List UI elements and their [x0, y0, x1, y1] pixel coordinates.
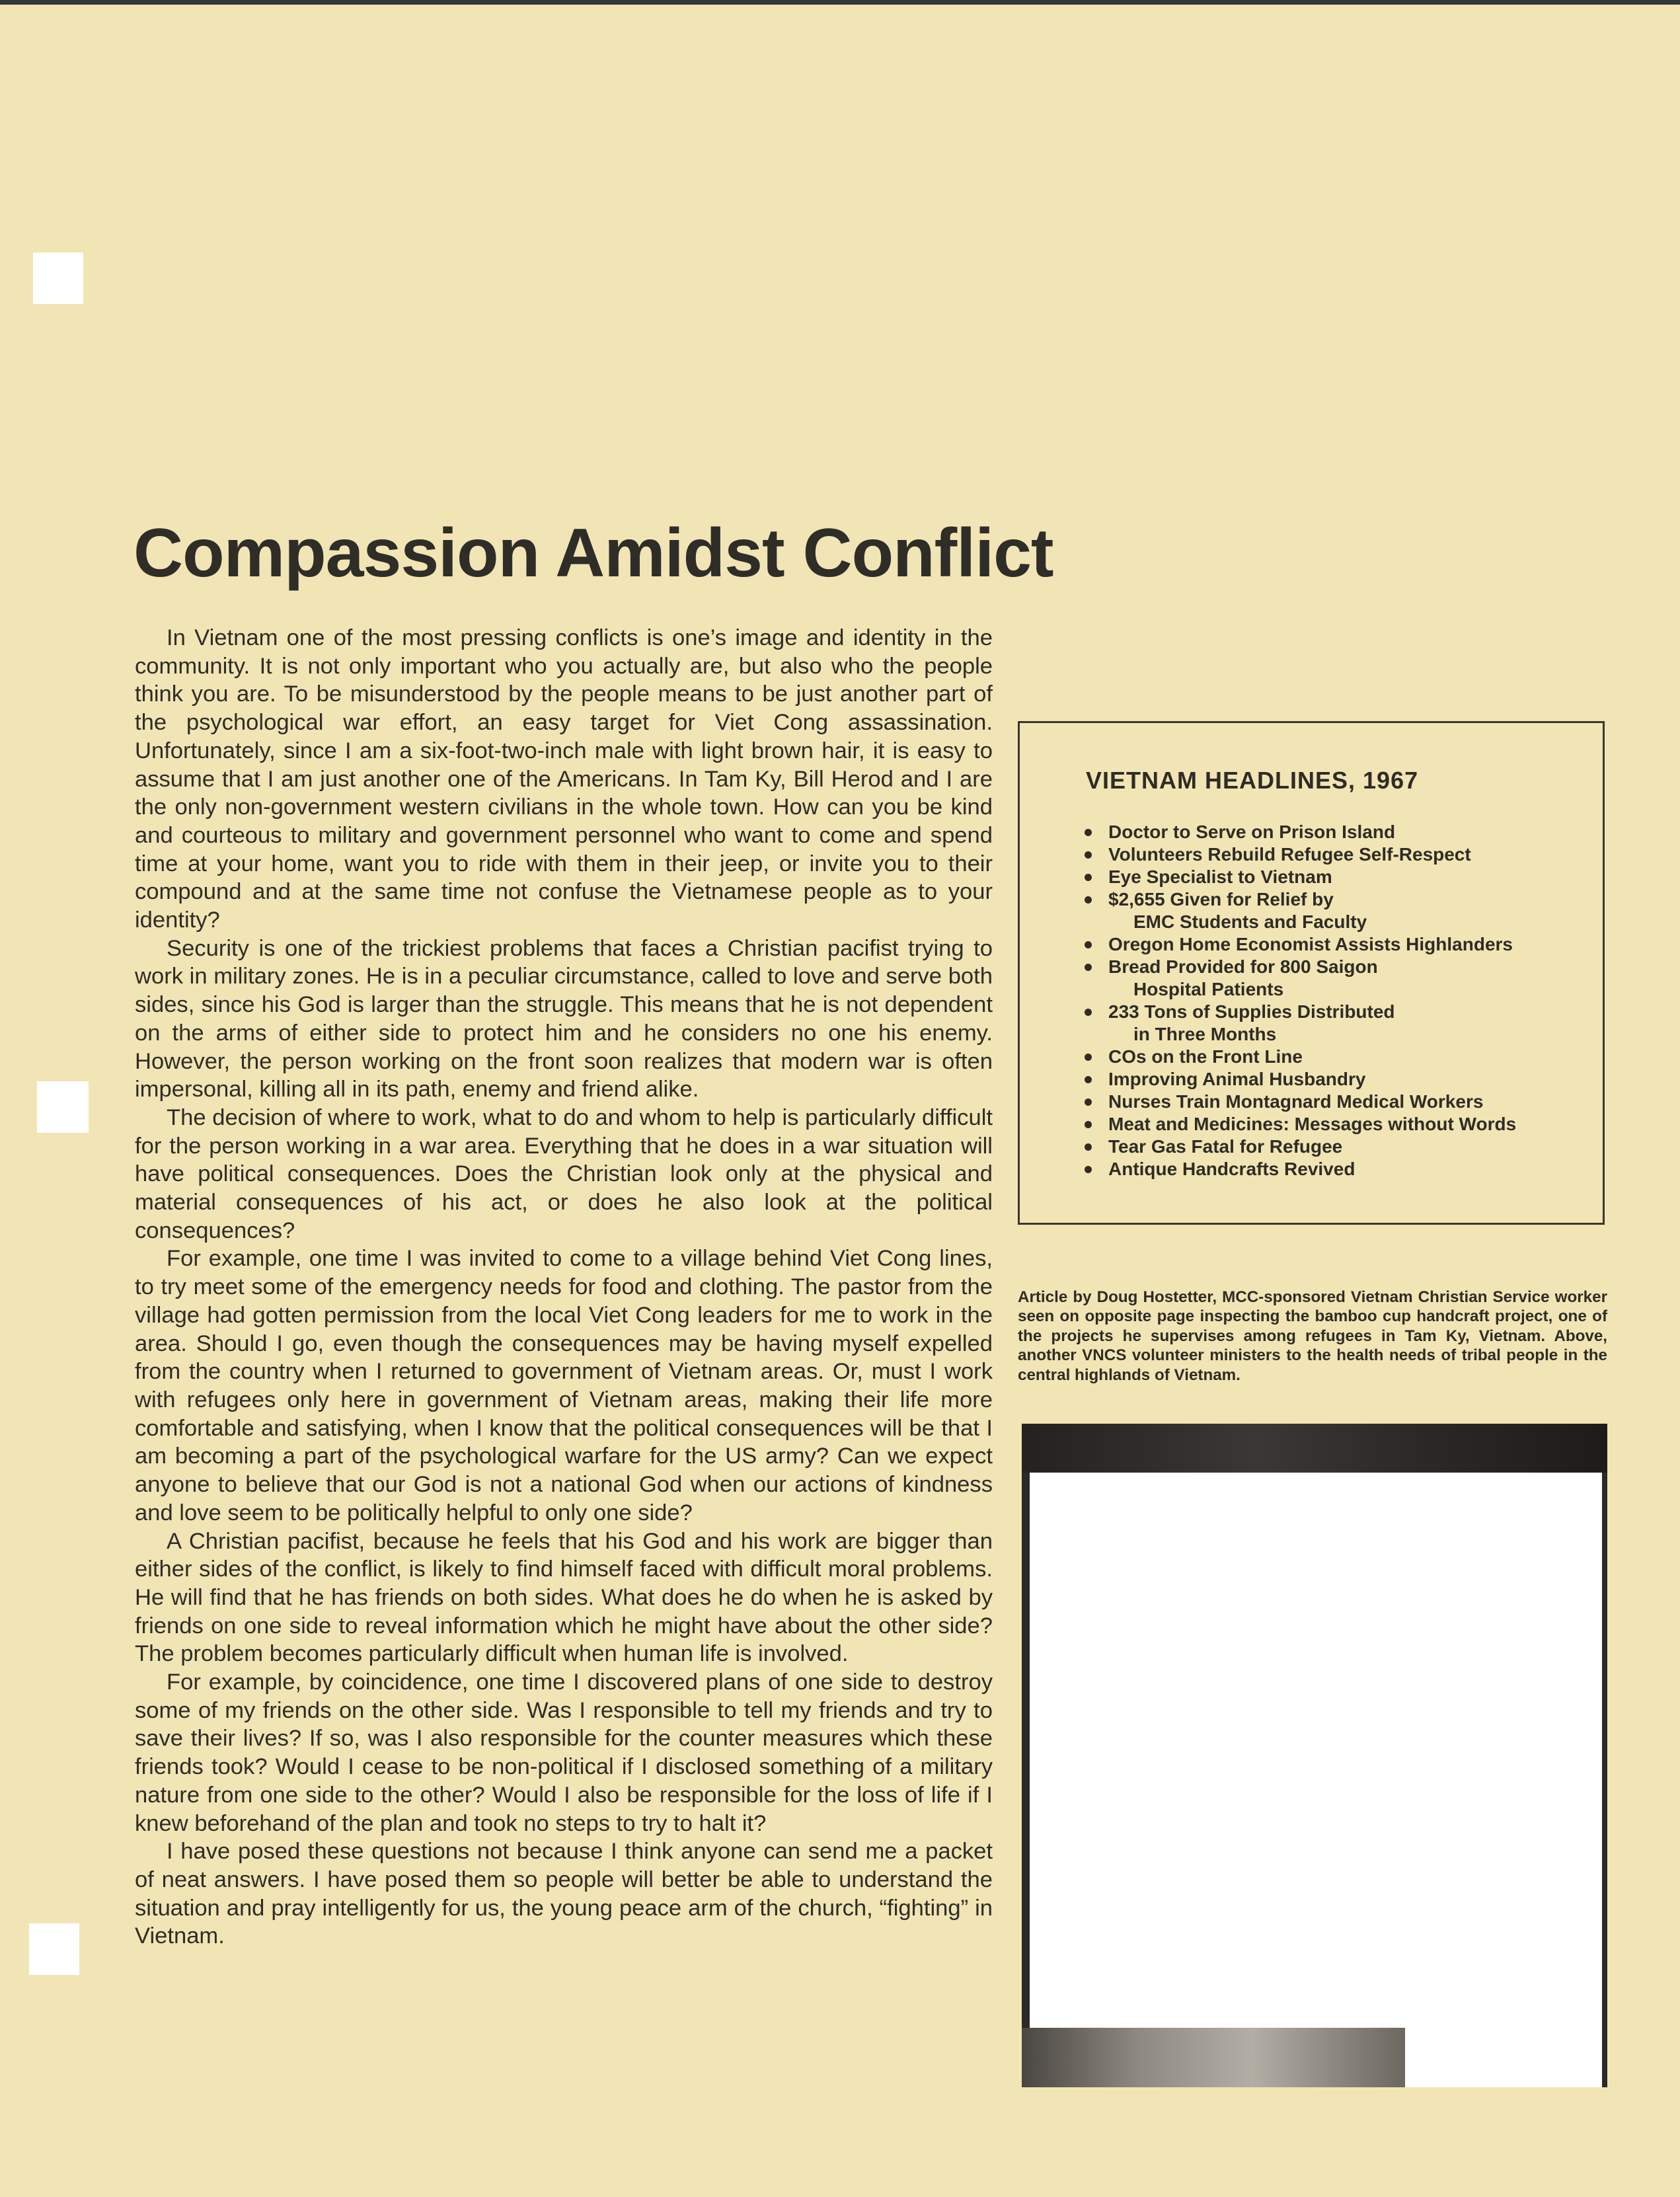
headline-item — [1085, 1068, 1600, 1091]
headline-text: 233 Tons of Supplies Distributed — [1108, 1001, 1395, 1022]
article-paragraph: A Christian pacifist, because he feels that his God and his work are bigger than either sides of the conflict, is likely to find himself faced with difficult moral problems. He will find that he has friends on both sides. What does he do when he is asked by friends on one side to reveal information which he might have about the other side? The problem becomes particularly difficult when human life is involved. — [135, 1528, 993, 1667]
photo-caption: Article by Doug Hostetter, MCC-sponsored Vietnam Christian Service worker seen on opposite page inspecting the bamboo cup handcraft project, one of the projects he supervises among refugees in Tam Ky, Vietnam. Above, another VNCS volunteer ministers to the health needs of tribal people in the central highlands of Vietnam. — [1018, 1288, 1607, 1384]
article-body — [135, 624, 993, 1950]
headline-item — [1085, 866, 1600, 888]
headline-text: Antique Handcrafts Revived — [1108, 1159, 1355, 1179]
headline-continuation: Hospital Patients — [1133, 979, 1284, 999]
article-title: Compassion Amidst Conflict — [134, 515, 1053, 592]
headline-item — [1085, 843, 1600, 866]
punch-hole-top — [33, 252, 83, 304]
article-paragraph: In Vietnam one of the most pressing conflicts is one’s image and identity in the community. It is not only important who you actually are, but also who the people think you are. To be misunderstood by the people means to be just another part of the psychological war effort, an easy target for Viet Cong assassination. Unfortunately, since I am a six-foot-two-inch male with light brown hair, it is easy to assume that I am just another one of the Americans. In Tam Ky, Bill Herod and I are the only non-government western civilians in the whole town. How can you be kind and courteous to military and government personnel who want to come and spend time at your home, want you to ride with them in their jeep, or invite you to their compound and at the same time not confuse the Vietnamese people as to your identity? — [135, 625, 993, 933]
photo-visible-bottom — [1022, 2028, 1405, 2087]
punch-hole-middle — [37, 1081, 89, 1133]
headline-item — [1085, 1136, 1600, 1158]
headline-item — [1085, 1091, 1600, 1113]
headline-text: Improving Animal Husbandry — [1108, 1069, 1366, 1089]
headline-item — [1085, 933, 1600, 956]
headline-item — [1085, 1113, 1600, 1136]
article-paragraph: The decision of where to work, what to do and whom to help is particularly difficult for the person working in a war area. Everything that he does in a war situation will have political consequences. Does the Christian look only at the physical and material consequences of his act, or does he also look at the political consequences? — [135, 1104, 993, 1243]
headline-continuation: in Three Months — [1133, 1024, 1277, 1044]
photo-redaction — [1030, 1473, 1602, 2028]
headline-text: Tear Gas Fatal for Refugee — [1108, 1136, 1343, 1157]
headline-text: $2,655 Given for Relief by — [1108, 889, 1334, 909]
headline-text: Meat and Medicines: Messages without Words — [1108, 1114, 1517, 1134]
headline-item — [1085, 1158, 1600, 1180]
photo-visible-top — [1022, 1424, 1607, 1473]
headline-text: Doctor to Serve on Prison Island — [1108, 822, 1396, 842]
headlines-title: VIETNAM HEADLINES, 1967 — [1086, 767, 1419, 794]
headline-continuation: EMC Students and Faculty — [1133, 911, 1367, 932]
page-top-edge — [0, 0, 1680, 5]
headline-item — [1085, 888, 1600, 933]
headline-text: Volunteers Rebuild Refugee Self-Respect — [1108, 844, 1471, 865]
article-paragraph: Security is one of the trickiest problems that faces a Christian pacifist trying to work in military zones. He is in a peculiar circumstance, called to love and serve both sides, since his God is larger than the struggle. This means that he is not dependent on the arms of either side to protect him and he considers no one his enemy. However, the person working on the front soon realizes that modern war is often impersonal, killing all in its path, enemy and friend alike. — [135, 935, 993, 1102]
headlines-list — [1085, 821, 1600, 1180]
photo-redaction-corner — [1405, 2019, 1602, 2087]
photograph — [1022, 1424, 1607, 2087]
headline-item — [1085, 821, 1600, 843]
headline-text: Eye Specialist to Vietnam — [1108, 867, 1332, 887]
article-paragraph: I have posed these questions not because I think anyone can send me a packet of neat answers. I have posed them so people will better be able to understand the situation and pray intelligently for us, the young peace arm of the church, “fighting” in Vietnam. — [135, 1839, 993, 1949]
headline-text: Bread Provided for 800 Saigon — [1108, 956, 1378, 977]
article-paragraph: For example, one time I was invited to come to a village behind Viet Cong lines, to try meet some of the emergency needs for food and clothing. The pastor from the village had gotten permission from the local Viet Cong leaders for me to work in the area. Should I go, even though the consequences may be having myself expelled from the country when I returned to government of Vietnam areas. Or, must I work with refugees only here in government of Vietnam areas, making their life more comfortable and satisfying, when I know that the political consequences will be that I am becoming a part of the psychological warfare for the US army? Can we expect anyone to believe that our God is not a national God when our actions of kindness and love seem to be politically helpful to only one side? — [135, 1246, 993, 1525]
headline-item — [1085, 956, 1600, 1001]
headline-item — [1085, 1046, 1600, 1068]
punch-hole-bottom — [29, 1923, 79, 1975]
headline-text: Nurses Train Montagnard Medical Workers — [1108, 1091, 1484, 1112]
headline-item — [1085, 1001, 1600, 1046]
headline-text: Oregon Home Economist Assists Highlanders — [1108, 934, 1513, 954]
headline-text: COs on the Front Line — [1108, 1046, 1303, 1067]
article-paragraph: For example, by coincidence, one time I discovered plans of one side to destroy some of my friends on the other side. Was I responsible to tell my friends and try to save their lives? If so, was I also responsible for the counter measures which these friends took? Would I cease to be non-political if I disclosed something of a military nature from one side to the other? Would I also be responsible for the loss of life if I knew beforehand of the plan and took no steps to try to halt it? — [135, 1670, 993, 1836]
headlines-box — [1018, 721, 1605, 1225]
